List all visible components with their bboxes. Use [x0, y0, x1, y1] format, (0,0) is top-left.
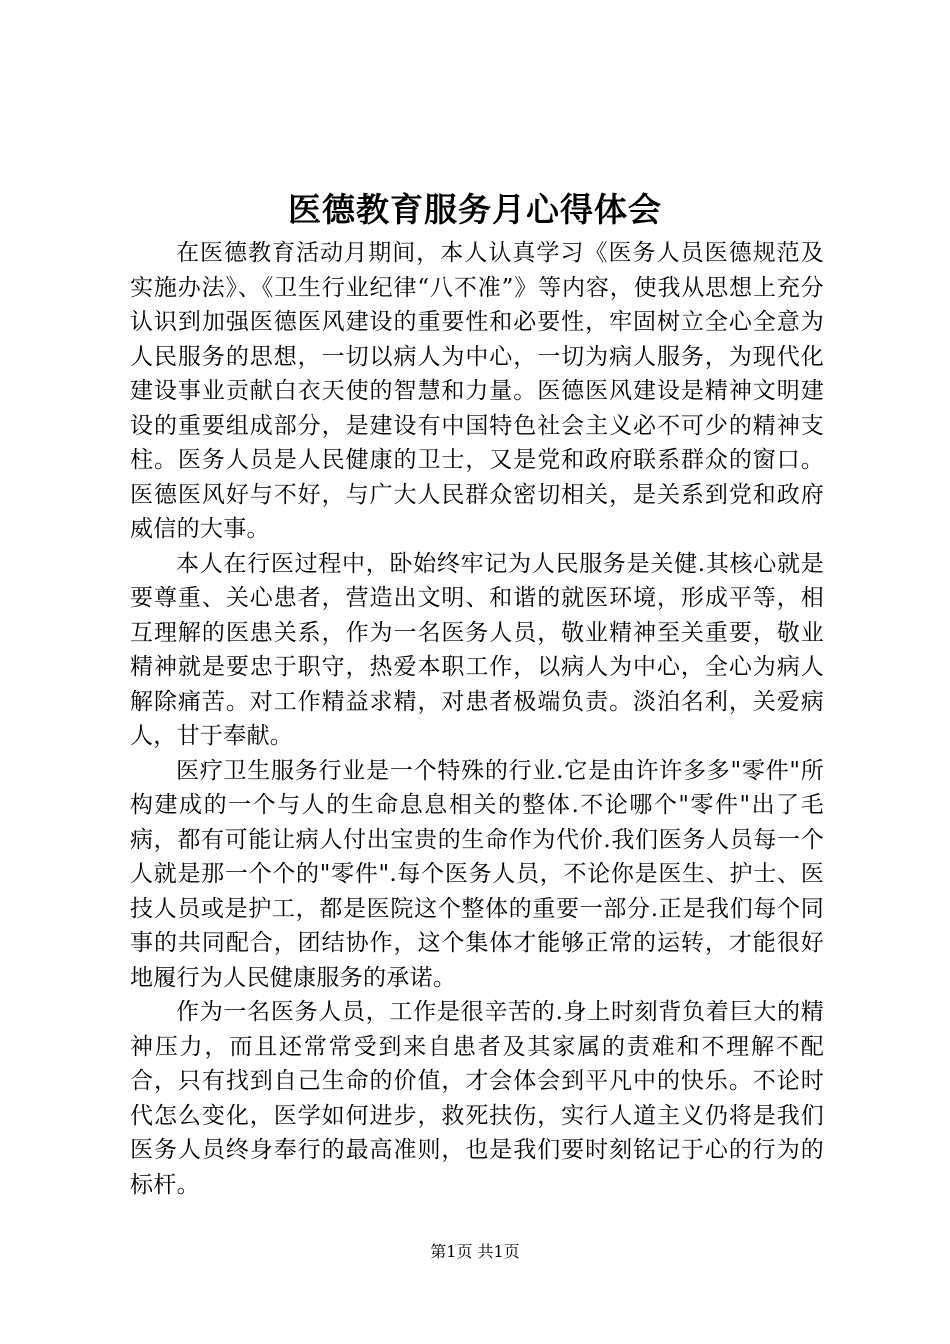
page-number-footer: 第1页 共1页	[430, 1242, 520, 1261]
paragraph-2: 本人在行医过程中，卧始终牢记为人民服务是关健.其核心就是要尊重、关心患者，营造出文明、和谐的就医环境，形成平等，相互理解的医患关系，作为一名医务人员，敬业精神至关重要，敬业精神就是要忠于职守，热爱本职工作，以病人为中心，全心为病人解除痛苦。对工作精益求精，对患者极端负责。淡泊名利，关爱病人，甘于奉献。	[130, 550, 824, 749]
document-title: 医德教育服务月心得体会	[288, 190, 662, 229]
paragraph-4: 作为一名医务人员，工作是很辛苦的.身上时刻背负着巨大的精神压力，而且还常常受到来自患者及其家属的责难和不理解不配合，只有找到自己生命的价值，才会体会到平凡中的快乐。不论时代怎么变化，医学如何进步，救死扶伤，实行人道主义仍将是我们医务人员终身奉行的最高准则，也是我们要时刻铭记于心的行为的标杆。	[130, 999, 824, 1198]
paragraph-1: 在医德教育活动月期间，本人认真学习《医务人员医德规范及实施办法》、《卫生行业纪律“八不准”》等内容，使我从思想上充分认识到加强医德医风建设的重要性和必要性，牢固树立全心全意为人民服务的思想，一切以病人为中心，一切为病人服务，为现代化建设事业贡献白衣天使的智慧和力量。医德医风建设是精神文明建设的重要组成部分，是建设有中国特色社会主义必不可少的精神支柱。医务人员是人民健康的卫士，又是党和政府联系群众的窗口。医德医风好与不好，与广大人民群众密切相关，是关系到党和政府威信的大事。	[130, 240, 824, 542]
paragraph-3: 医疗卫生服务行业是一个特殊的行业.它是由许许多多"零件"所构建成的一个与人的生命息息相关的整体.不论哪个"零件"出了毛病，都有可能让病人付出宝贵的生命作为代价.我们医务人员每一个人就是那一个个的"零件".每个医务人员，不论你是医生、护士、医技人员或是护工，都是医院这个整体的重要一部分.正是我们每个同事的共同配合，团结协作，这个集体才能够正常的运转，才能很好地履行为人民健康服务的承诺。	[130, 757, 824, 991]
document-body	[130, 236, 824, 1202]
